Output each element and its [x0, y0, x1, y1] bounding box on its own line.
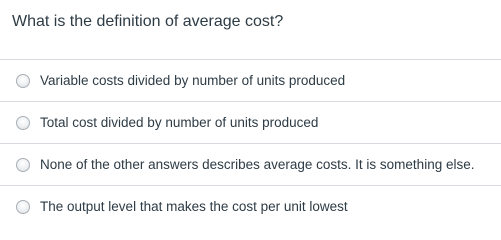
answer-label-2[interactable]: Total cost divided by number of units produced — [40, 114, 319, 130]
question-text: What is the definition of average cost? — [12, 13, 284, 30]
answer-label-3[interactable]: None of the other answers describes average costs. It is something else. — [40, 156, 475, 172]
radio-button-1[interactable] — [16, 74, 30, 88]
radio-button-2[interactable] — [16, 116, 30, 130]
answer-option-1[interactable] — [0, 59, 501, 101]
answer-option-4[interactable] — [0, 185, 501, 228]
answer-label-1[interactable]: Variable costs divided by number of units produced — [40, 72, 346, 88]
radio-button-3[interactable] — [16, 158, 30, 172]
answer-label-4[interactable]: The output level that makes the cost per unit lowest — [40, 199, 348, 214]
answer-option-3[interactable] — [0, 143, 501, 185]
radio-button-4[interactable] — [16, 200, 30, 214]
answer-option-2[interactable] — [0, 101, 501, 143]
answer-list — [0, 59, 501, 228]
